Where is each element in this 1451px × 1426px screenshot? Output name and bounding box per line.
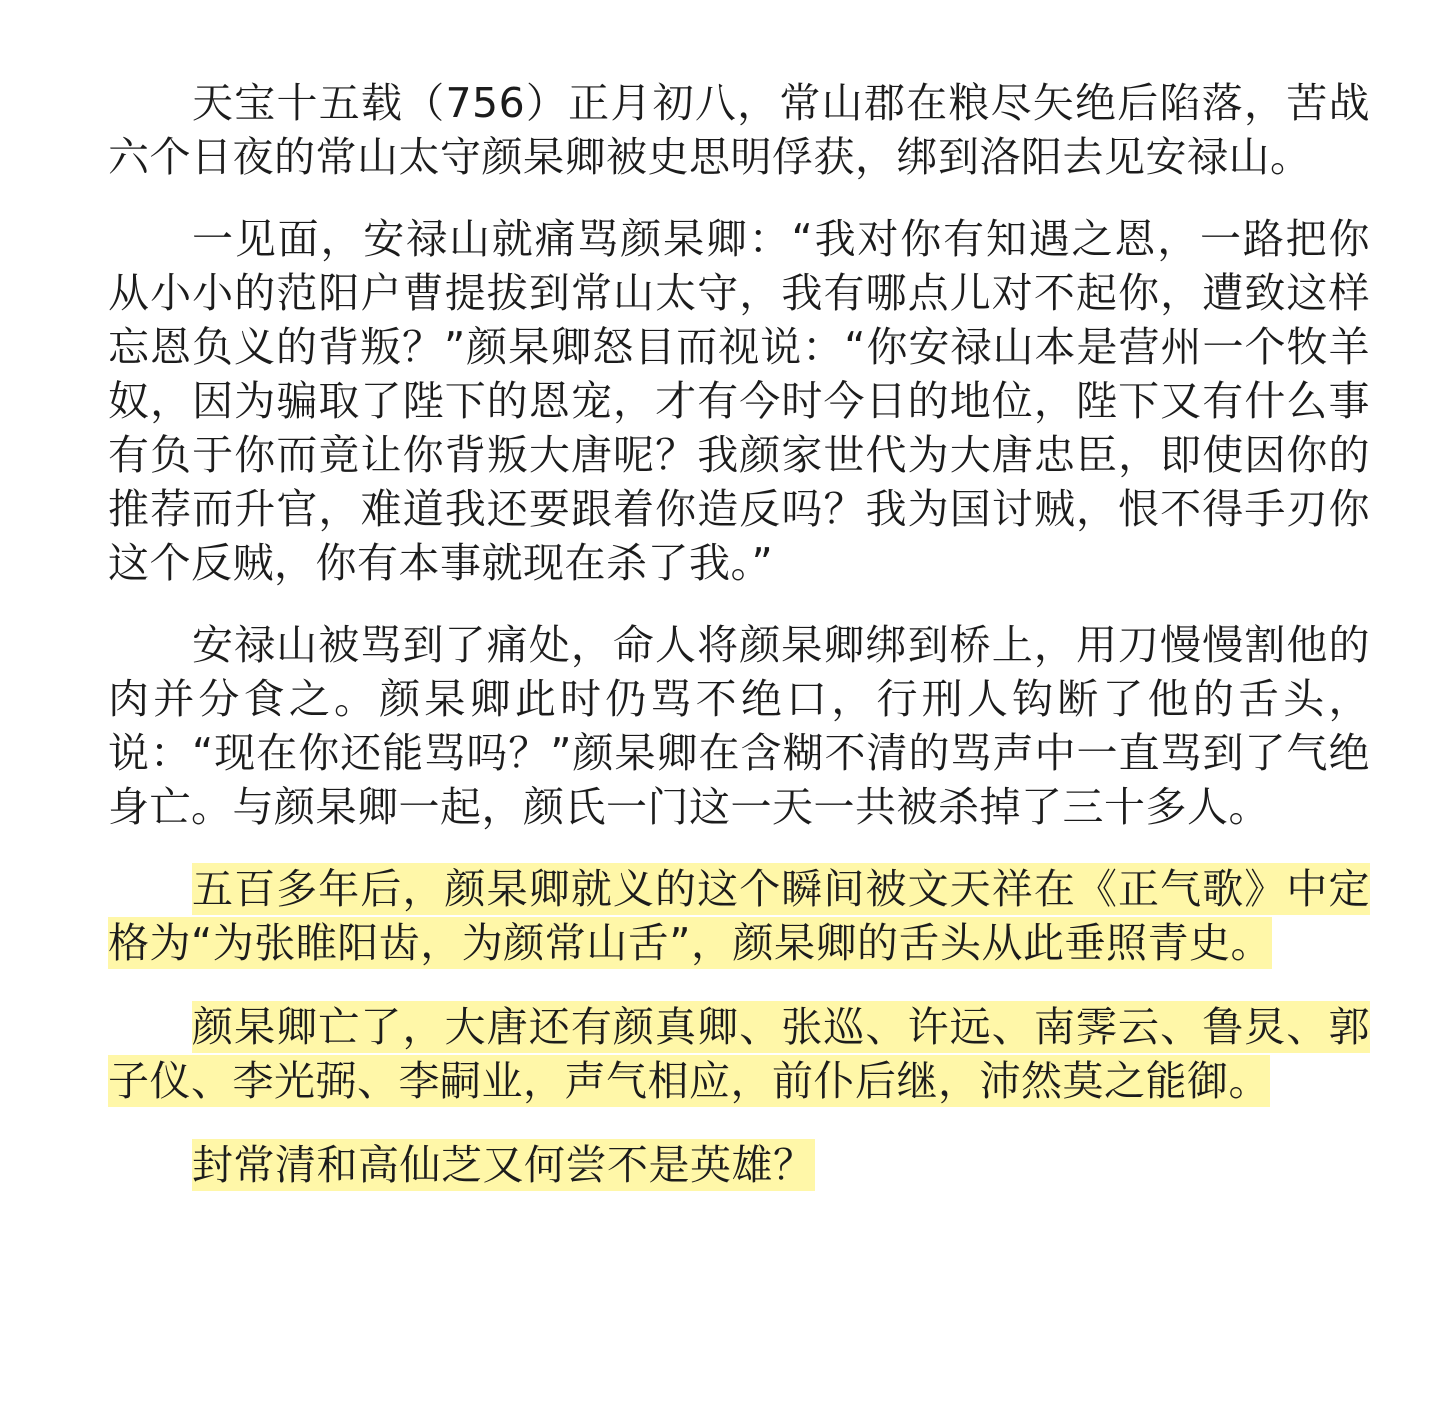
article-body bbox=[108, 76, 1370, 1233]
paragraph-1 bbox=[108, 76, 1370, 184]
paragraph-1-text: 天宝十五载（756）正月初八，常山郡在粮尽矢绝后陷落，苦战六个日夜的常山太守颜杲卿被史思明俘获，绑到洛阳去见安禄山。 bbox=[108, 79, 1370, 181]
paragraph-6-text: 封常清和高仙芝又何尝不是英雄？ bbox=[192, 1141, 815, 1189]
paragraph-6-highlighted bbox=[108, 1138, 1370, 1192]
paragraph-4-highlighted bbox=[108, 862, 1370, 970]
paragraph-3-text: 安禄山被骂到了痛处，命人将颜杲卿绑到桥上，用刀慢慢割他的肉并分食之。颜杲卿此时仍骂不绝口，行刑人钩断了他的舌头，说：“现在你还能骂吗？”颜杲卿在含糊不清的骂声中一直骂到了气绝身亡。与颜杲卿一起，颜氏一门这一天一共被杀掉了三十多人。 bbox=[108, 621, 1370, 831]
paragraph-5-text: 颜杲卿亡了，大唐还有颜真卿、张巡、许远、南霁云、鲁炅、郭子仪、李光弼、李嗣业，声气相应，前仆后继，沛然莫之能御。 bbox=[108, 1003, 1370, 1105]
paragraph-2-text: 一见面，安禄山就痛骂颜杲卿：“我对你有知遇之恩，一路把你从小小的范阳户曹提拔到常山太守，我有哪点儿对不起你，遭致这样忘恩负义的背叛？”颜杲卿怒目而视说：“你安禄山本是营州一个牧羊奴，因为骗取了陛下的恩宠，才有今时今日的地位，陛下又有什么事有负于你而竟让你背叛大唐呢？我颜家世代为大唐忠臣，即使因你的推荐而升官，难道我还要跟着你造反吗？我为国讨贼，恨不得手刃你这个反贼，你有本事就现在杀了我。” bbox=[108, 215, 1370, 587]
paragraph-5-highlighted bbox=[108, 1000, 1370, 1108]
paragraph-4-text: 五百多年后，颜杲卿就义的这个瞬间被文天祥在《正气歌》中定格为“为张睢阳齿，为颜常山舌”，颜杲卿的舌头从此垂照青史。 bbox=[108, 865, 1370, 967]
paragraph-3 bbox=[108, 618, 1370, 834]
paragraph-2 bbox=[108, 212, 1370, 590]
